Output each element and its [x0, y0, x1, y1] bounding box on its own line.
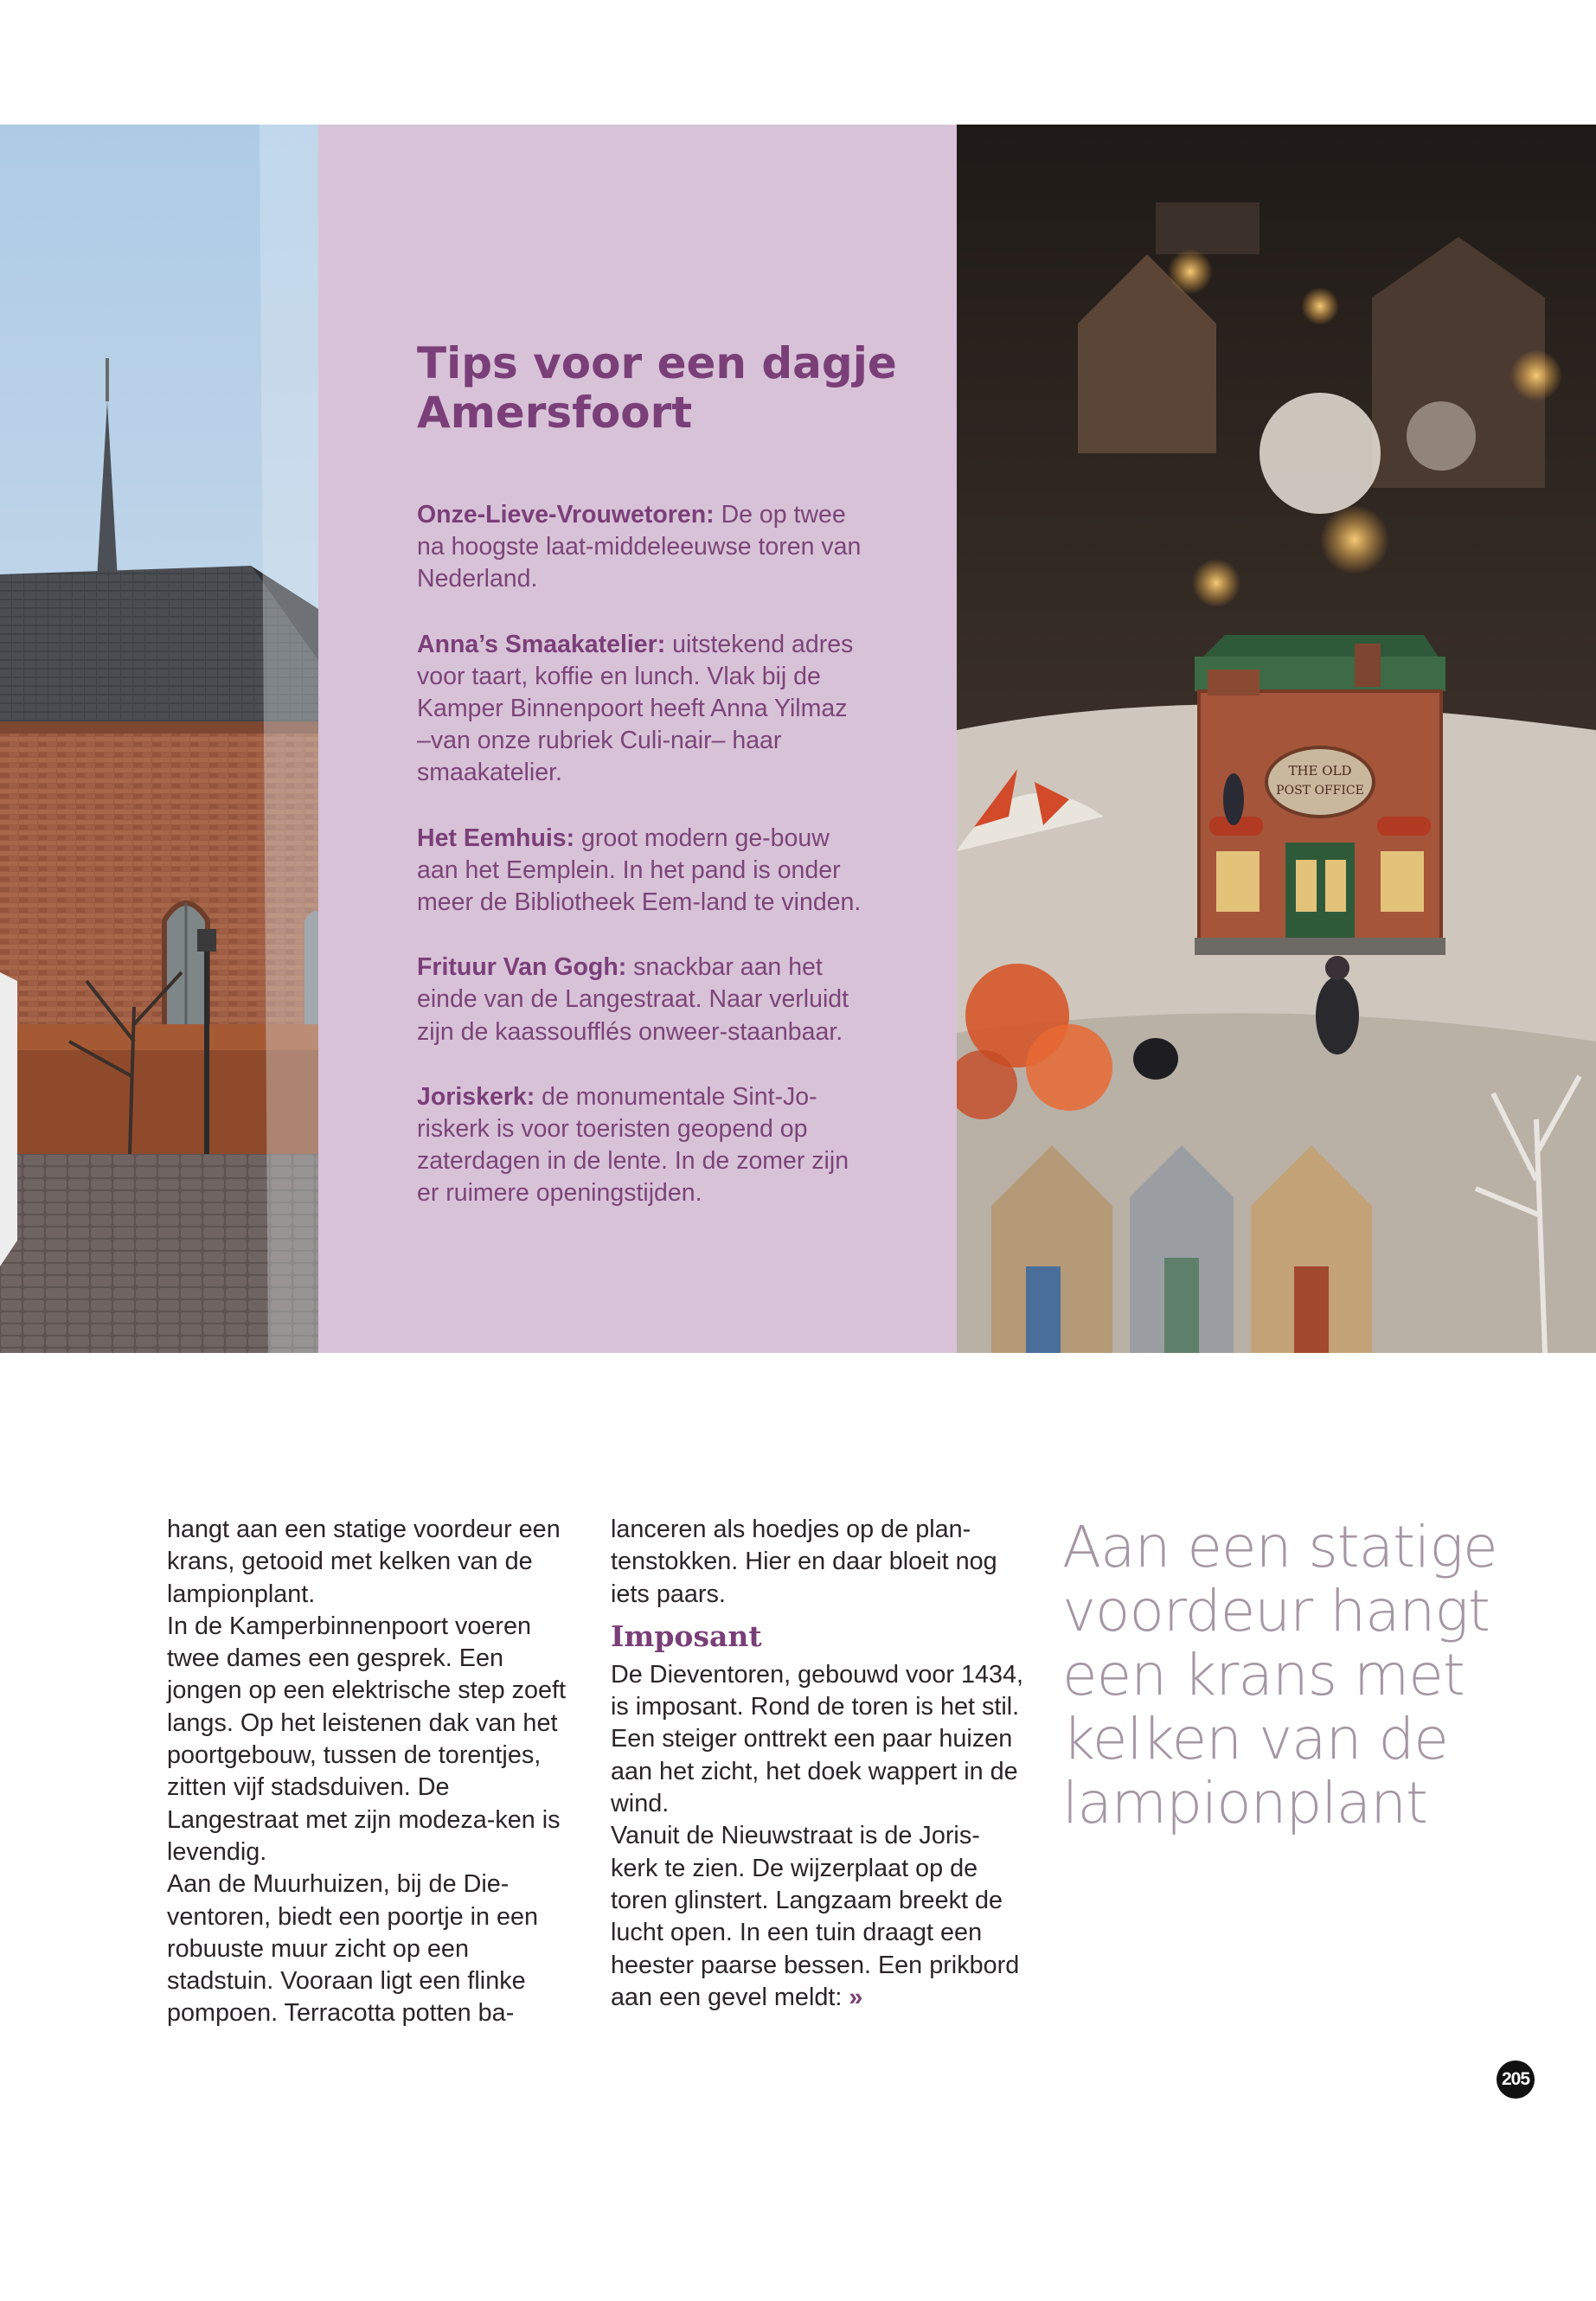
paragraph: lanceren als hoedjes op de plan-tenstokken. Hier en daar bloeit nog iets paars. [611, 1516, 997, 1608]
tip-name: Anna’s Smaakatelier: [417, 630, 666, 658]
tip-name: Joriskerk: [417, 1082, 535, 1111]
paragraph: hangt aan een statige voordeur een krans, getooid met kelken van de lampionplant. [167, 1516, 561, 1608]
church-photo [0, 125, 318, 1353]
tips-list [417, 499, 867, 1243]
tip-name: Frituur Van Gogh: [417, 953, 627, 982]
tip-item [417, 823, 867, 920]
paragraph: De Dieventoren, gebouwd voor 1434, is imposant. Rond de toren is het stil. Een steiger onttrekt een paar huizen aan het zicht, het doek wappert in de wind. [611, 1660, 1024, 1818]
post-office-sign-line2: POST OFFICE [1276, 784, 1364, 798]
tips-title: Tips voor een dagje Amersfoort [417, 338, 897, 438]
tip-item [417, 1081, 867, 1210]
tip-item [417, 952, 867, 1048]
continue-arrow-icon: » [849, 1983, 863, 2011]
photo-band [0, 125, 1596, 1353]
page-number-badge: 205 [1497, 2061, 1535, 2099]
post-office-sign-line1: THE OLD [1288, 763, 1352, 779]
paragraph-text: Vanuit de Nieuwstraat is de Joris-kerk te zien. De wijzerplaat op de toren glinstert. Langzaam breekt de lucht open. In een tuin draagt een heester paarse bessen. Een prikbord aan een gevel meldt: [611, 1822, 1020, 2011]
tip-text: uitstekend adres voor taart, koffie en lunch. Vlak bij de Kamper Binnenpoort heeft Anna Yilmaz –van onze rubriek Culi-nair– haar smaakatelier. [417, 630, 854, 787]
tip-item [417, 629, 867, 790]
tip-item [417, 499, 867, 596]
section-subheading: Imposant [611, 1618, 762, 1653]
paragraph: In de Kamperbinnenpoort voeren twee dames een gesprek. Een jongen op een elektrische step zoeft langs. Op het leistenen dak van het poortgebouw, tussen de torentjes, zitten vijf stadsduiven. De Langestraat met zijn modeza-ken is levendig. [167, 1612, 567, 1866]
paragraph [611, 1820, 1026, 2014]
tip-name: Het Eemhuis: [417, 824, 575, 852]
tips-panel [318, 125, 957, 1353]
paragraph: Aan de Muurhuizen, bij de Die-ventoren, biedt een poortje in een robuuste muur zicht op een stadstuin. Vooraan ligt een flinke pompoen. Terracotta potten ba- [167, 1870, 539, 2028]
article-column-2 [611, 1514, 1026, 2014]
tip-text: de monumentale Sint-Jo-riskerk is voor toeristen geopend op zaterdagen in de lente. In de zomer zijn er ruimere openingstijden. [417, 1082, 849, 1208]
tip-text: snackbar aan het einde van de Langestraat. Naar verluidt zijn de kaassoufflés onweer-staanbaar. [417, 953, 849, 1046]
tip-text: De op twee na hoogste laat-middeleeuwse toren van Nederland. [417, 501, 862, 593]
tip-name: Onze-Lieve-Vrouwetoren: [417, 501, 715, 529]
article-column-1 [167, 1514, 578, 2030]
tip-text: groot modern ge-bouw aan het Eemplein. In het pand is onder meer de Bibliotheek Eem-land te vinden. [417, 824, 862, 917]
christmas-village-photo [957, 125, 1596, 1353]
pull-quote: Aan een statige voordeur hangt een krans met kelken van de lampionplant [1062, 1514, 1497, 1836]
